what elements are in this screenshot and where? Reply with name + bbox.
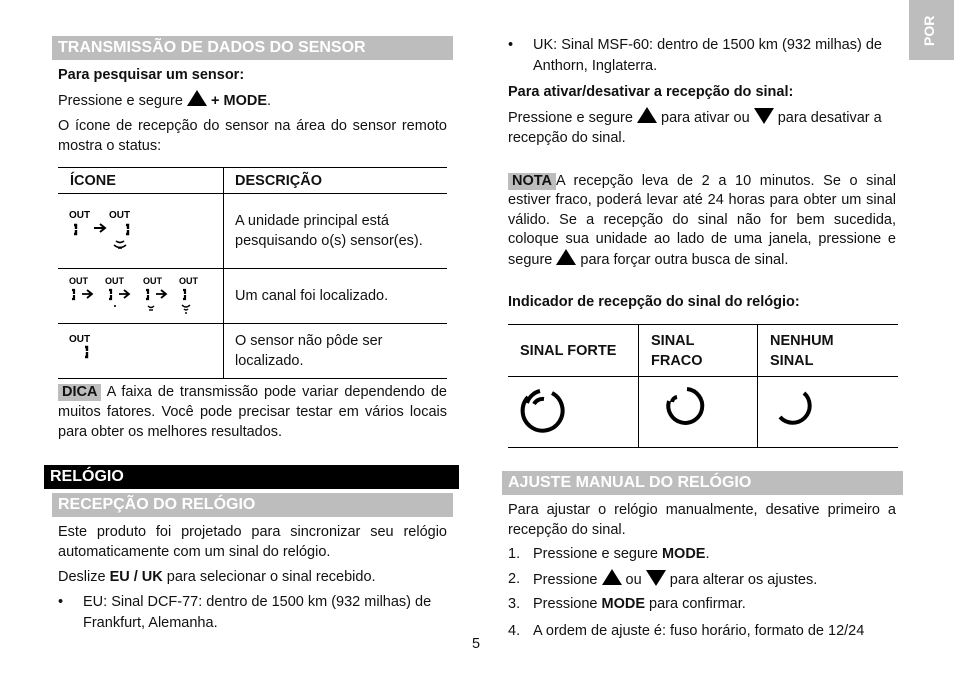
up-arrow-icon [187,90,207,106]
manual-paragraph: Para ajustar o relógio manualmente, desative primeiro a recepção do sinal. [508,502,896,538]
row-description: A unidade principal está pesquisando o(s) sensor(es). [224,194,448,269]
svg-text:OUT: OUT [69,210,91,221]
header-weak-signal: SINAL FRACO [639,325,758,377]
strong-signal-icon [508,377,639,448]
step-3: 3. Pressione MODE para confirmar. [508,596,746,612]
search-heading: Para pesquisar um sensor: [58,67,245,83]
press-instruction: Pressione e segure + MODE. [58,90,271,111]
searching-icon [58,194,224,269]
up-arrow-icon [556,249,576,265]
row-description: O sensor não pôde ser localizado. [224,324,448,379]
table-header-description: DESCRIÇÃO [224,168,448,194]
svg-text:OUT: OUT [109,210,131,221]
section-title-sensor: TRANSMISSÃO DE DADOS DO SENSOR [52,36,453,60]
row-description: Um canal foi localizado. [224,269,448,324]
slide-instruction: Deslize EU / UK para selecionar o sinal recebido. [58,569,376,585]
signal-indicator-table [508,324,898,448]
language-tab-label: POR [921,15,937,46]
note-tag: NOTA [508,173,556,190]
down-arrow-icon [754,108,774,124]
uk-bullet: • UK: Sinal MSF-60: dentro de 1500 km (932 milhas) de Anthorn, Inglaterra. [508,37,882,74]
svg-text:OUT: OUT [105,276,124,286]
toggle-instruction: Pressione e segure para ativar ou para desativar a recepção do sinal. [508,107,898,148]
icon-description: O ícone de recepção do sensor na área do sensor remoto mostra o status: [58,118,447,154]
eu-bullet: • EU: Sinal DCF-77: dentro de 1500 km (932 milhas) de Frankfurt, Alemanha. [58,594,432,631]
table-header-icon: ÍCONE [58,168,224,194]
reception-paragraph: Este produto foi projetado para sincronizar seu relógio automaticamente com um sinal do relógio. [58,524,447,560]
toggle-heading: Para ativar/desativar a recepção do sinal: [508,84,794,100]
weak-signal-icon [639,377,758,448]
note-paragraph: NOTA A recepção leva de 2 a 10 minutos. Se o sinal estiver fraco, poderá levar até 24 horas para obter um sinal válido. Se a recepção do sinal não for bem sucedida, coloque sua unidade ao lado de uma janela, pressione e segure para forçar outra busca de sinal. [508,173,896,269]
step-2: 2. Pressione ou para alterar os ajustes. [508,571,818,588]
language-tab [909,0,954,60]
tip-tag: DICA [58,384,101,401]
section-title-manual: AJUSTE MANUAL DO RELÓGIO [502,471,903,495]
svg-text:OUT: OUT [69,334,91,345]
indicator-heading: Indicador de recepção do sinal do relógio: [508,294,800,310]
up-arrow-icon [602,569,622,585]
up-arrow-icon [637,107,657,123]
down-arrow-icon [646,570,666,586]
section-title-clock: RELÓGIO [44,465,459,489]
svg-text:OUT: OUT [143,276,162,286]
step-1: 1. Pressione e segure MODE. [508,546,710,562]
header-strong-signal: SINAL FORTE [508,325,639,377]
svg-text:OUT: OUT [69,276,88,286]
header-no-signal: NENHUM SINAL [758,325,899,377]
tip-paragraph: DICA A faixa de transmissão pode variar dependendo de muitos fatores. Você pode precisar testar em vários locais para obter os melhores resultados. [58,384,447,440]
channel-found-icon [58,269,224,324]
sensor-status-table [58,167,447,379]
svg-text:OUT: OUT [179,276,198,286]
not-found-icon [58,324,224,379]
no-signal-icon [758,377,899,448]
step-4: 4. A ordem de ajuste é: fuso horário, formato de 12/24 [508,623,865,639]
section-title-reception: RECEPÇÃO DO RELÓGIO [52,493,453,517]
page-number: 5 [472,636,481,652]
